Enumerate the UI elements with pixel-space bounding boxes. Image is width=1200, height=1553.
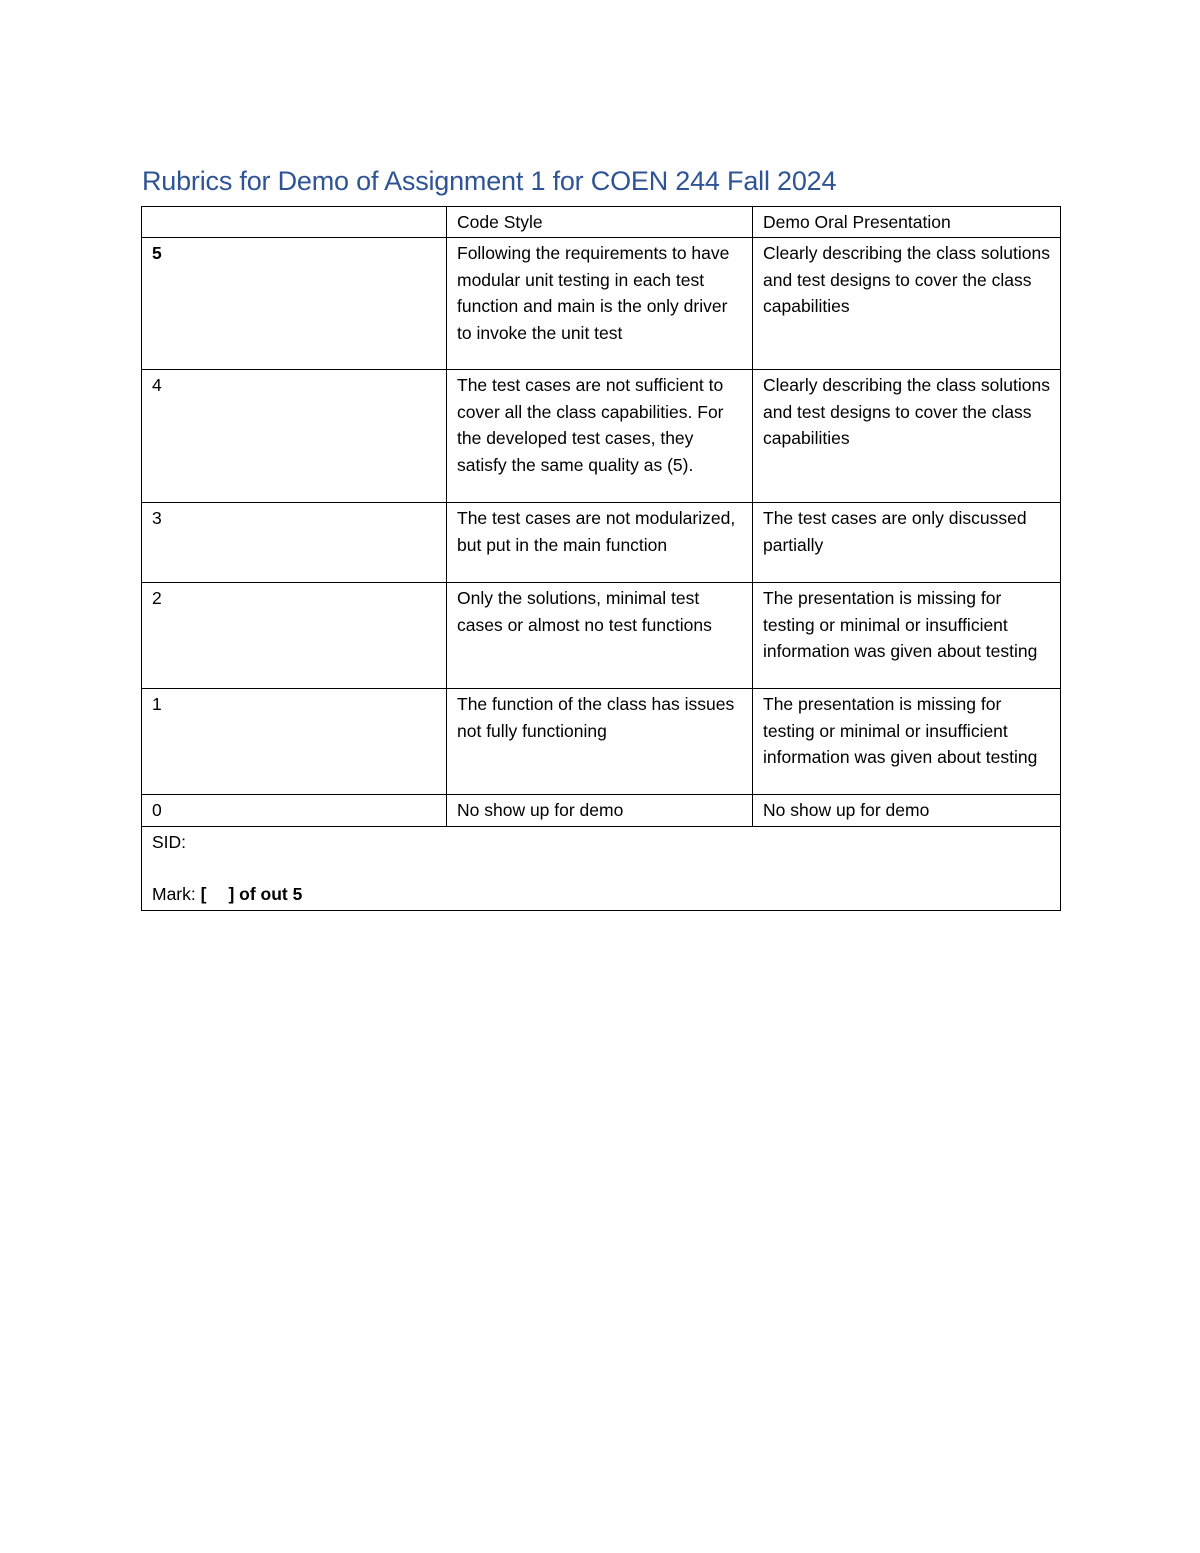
page-title: Rubrics for Demo of Assignment 1 for COEN 244 Fall 2024 xyxy=(142,166,837,196)
table-header-row xyxy=(142,207,1061,238)
mark-line xyxy=(152,881,1050,907)
code-style-cell: Only the solutions, minimal test cases or almost no test functions xyxy=(447,583,753,689)
presentation-cell: The presentation is missing for testing or minimal or insufficient information was given about testing xyxy=(753,583,1061,689)
table-row xyxy=(142,583,1061,689)
presentation-cell: The presentation is missing for testing or minimal or insufficient information was given about testing xyxy=(753,689,1061,795)
table-row xyxy=(142,503,1061,583)
footer-cell xyxy=(142,826,1061,910)
table-row xyxy=(142,370,1061,503)
presentation-cell: Clearly describing the class solutions and test designs to cover the class capabilities xyxy=(753,370,1061,503)
header-score xyxy=(142,207,447,238)
code-style-cell: No show up for demo xyxy=(447,795,753,826)
mark-bracket-open: [ xyxy=(200,884,207,905)
header-presentation: Demo Oral Presentation xyxy=(753,207,1061,238)
presentation-cell: Clearly describing the class solutions and test designs to cover the class capabilities xyxy=(753,238,1061,370)
rubric-table xyxy=(141,206,1061,911)
sid-label: SID: xyxy=(152,831,187,852)
mark-out-of: of out 5 xyxy=(239,884,303,905)
score-cell: 4 xyxy=(142,370,447,503)
code-style-cell: The test cases are not modularized, but put in the main function xyxy=(447,503,753,583)
code-style-cell: The test cases are not sufficient to cover all the class capabilities. For the developed test cases, they satisfy the same quality as (5). xyxy=(447,370,753,503)
table-row xyxy=(142,795,1061,826)
presentation-cell: No show up for demo xyxy=(753,795,1061,826)
table-row xyxy=(142,689,1061,795)
footer-row xyxy=(142,826,1061,910)
code-style-cell: Following the requirements to have modular unit testing in each test function and main is the only driver to invoke the unit test xyxy=(447,238,753,370)
mark-bracket-close: ] xyxy=(228,884,235,905)
table-row xyxy=(142,238,1061,370)
score-cell: 5 xyxy=(142,238,447,370)
score-cell: 2 xyxy=(142,583,447,689)
score-cell: 3 xyxy=(142,503,447,583)
code-style-cell: The function of the class has issues not fully functioning xyxy=(447,689,753,795)
mark-label: Mark: xyxy=(152,884,196,905)
header-code-style: Code Style xyxy=(447,207,753,238)
score-cell: 1 xyxy=(142,689,447,795)
presentation-cell: The test cases are only discussed partially xyxy=(753,503,1061,583)
score-cell: 0 xyxy=(142,795,447,826)
